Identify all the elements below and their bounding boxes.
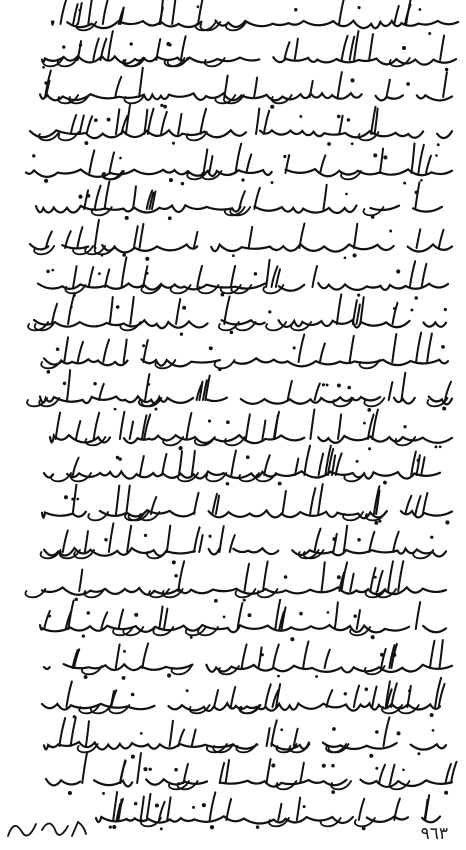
manuscript-line [44,640,452,680]
manuscript-line [44,717,446,758]
manuscript-line [27,370,452,412]
manuscript-line [40,68,452,109]
manuscript-line [36,181,442,220]
manuscript-line [38,257,448,299]
manuscript-line [44,446,440,486]
manuscript-line [52,0,458,35]
manuscript-line [26,143,452,185]
manuscript-line [30,220,452,261]
manuscript-line [30,105,452,146]
manuscript-line [40,600,446,642]
margin-signature [8,822,86,836]
manuscript-line [42,31,456,71]
manuscript-line [41,333,448,374]
manuscript-line [42,484,452,525]
page-number: ٩٦٣ [420,824,448,844]
manuscript-line [41,523,446,564]
manuscript-line [50,409,452,450]
manuscript-line [25,561,446,602]
manuscript-line [96,792,440,830]
manuscript-line [46,753,456,795]
manuscript-line [28,294,447,335]
manuscript-line [42,678,445,719]
